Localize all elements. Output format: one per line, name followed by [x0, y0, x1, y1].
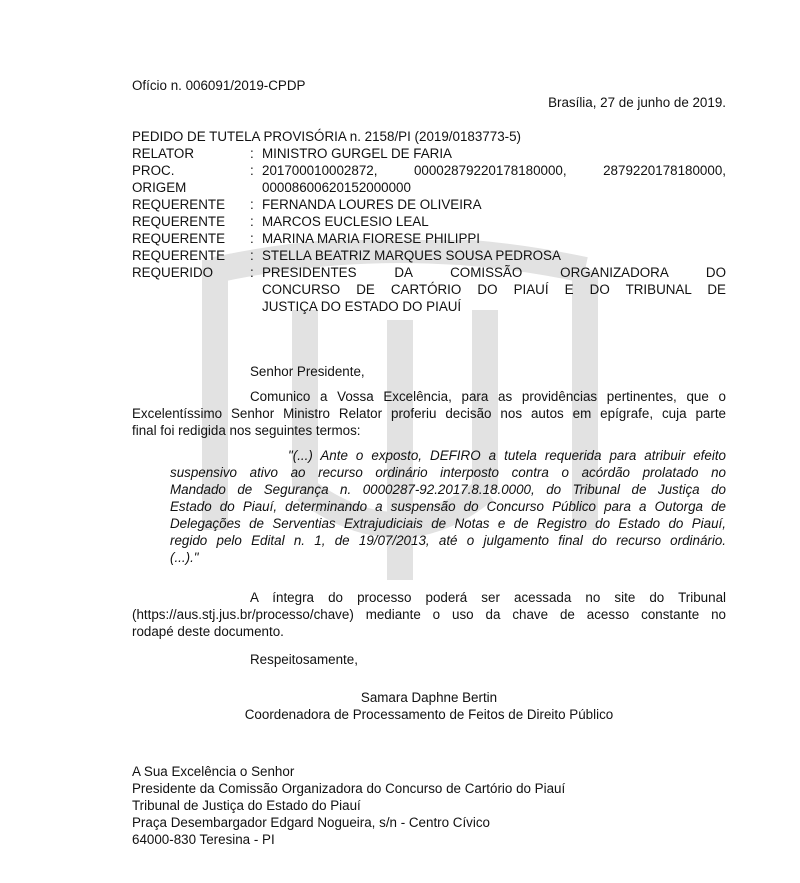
field-requerente-3: REQUERENTE : MARINA MARIA FIORESE PHILIPPI [132, 230, 726, 247]
field-label: REQUERENTE [132, 231, 226, 246]
address-line: Tribunal de Justiça do Estado do Piauí [132, 798, 361, 813]
field-origem [132, 179, 726, 196]
field-label: RELATOR [132, 146, 195, 161]
field-proc: PROC. : 201700010002872, 00002879220178180000, 2879220178180000, [132, 163, 726, 178]
signer-role: Coordenadora de Processamento de Feitos de Direito Público [244, 707, 614, 722]
recipient-address [132, 763, 565, 848]
closing: Respeitosamente, [250, 652, 358, 667]
signer-name: Samara Daphne Bertin [360, 690, 498, 705]
body-paragraph-2: A íntegra do processo poderá ser acessada no site do Tribunal (https://aus.stj.jus.br/processo/chave) mediante o uso da chave de acesso constante no rodapé deste documento. [132, 590, 726, 639]
body-paragraph-1: Comunico a Vossa Excelência, para as providências pertinentes, que o Excelentíssimo Senhor Ministro Relator proferiu decisão nos autos em epígrafe, cuja parte final foi redigida nos seguintes termos: [132, 389, 726, 438]
salutation: Senhor Presidente, [250, 364, 365, 379]
field-requerido: REQUERIDO : PRESIDENTES DA COMISSÃO ORGANIZADORA DO CONCURSO DE CARTÓRIO DO PIAUÍ E DO TRIBUNAL DE JUSTIÇA DO ESTADO DO PIAUÍ [132, 265, 726, 314]
field-label: REQUERENTE [132, 197, 226, 212]
field-value: FERNANDA LOURES DE OLIVEIRA [262, 197, 482, 212]
signature-block [132, 689, 726, 723]
field-value: MINISTRO GURGEL DE FARIA [262, 146, 452, 161]
field-value: MARINA MARIA FIORESE PHILIPPI [262, 231, 481, 246]
field-value: PRESIDENTES DA COMISSÃO ORGANIZADORA DO CONCURSO DE CARTÓRIO DO PIAUÍ E DO TRIBUNAL DE JUSTIÇA DO ESTADO DO PIAUÍ [262, 265, 726, 314]
pedido-title: PEDIDO DE TUTELA PROVISÓRIA n. 2158/PI (2019/0183773-5) [132, 129, 522, 144]
oficio-number: Ofício n. 006091/2019-CPDP [132, 78, 306, 93]
letter-date: Brasília, 27 de junho de 2019. [548, 95, 726, 110]
field-label: REQUERENTE [132, 248, 226, 263]
process-url-text: (https://aus.stj.jus.br/processo/chave) mediante o uso da chave de acesso constante no [132, 607, 726, 622]
field-requerente-4: REQUERENTE : STELLA BEATRIZ MARQUES SOUSA PEDROSA [132, 247, 726, 264]
address-line: 64000-830 Teresina - PI [132, 832, 275, 847]
field-label: PROC. [132, 163, 175, 178]
case-fields [132, 145, 726, 315]
field-value: STELLA BEATRIZ MARQUES SOUSA PEDROSA [262, 248, 561, 263]
field-requerente-2: REQUERENTE : MARCOS EUCLESIO LEAL [132, 213, 726, 230]
decision-quote: "(...) Ante o exposto, DEFIRO a tutela requerida para atribuir efeito suspensivo ativo ao recurso ordinário interposto contra o acórdão prolatado no Mandado de Segurança n. 0000287-92.2017.8.18.0000, do Tribunal de Justiça do Estado do Piauí, determinando a suspensão do Concurso Público para a Outorga de Delegações de Serventias Extrajudiciais de Notas e de Registro do Estado do Piauí, regido pelo Edital n. 1, de 19/07/2013, até o julgamento final do recurso ordinário. (...)." [170, 448, 726, 565]
address-line: Presidente da Comissão Organizadora do Concurso de Cartório do Piauí [132, 781, 566, 796]
field-label: ORIGEM [132, 180, 187, 195]
address-line: A Sua Excelência o Senhor [132, 764, 295, 779]
address-line: Praça Desembargador Edgard Nogueira, s/n - Centro Cívico [132, 815, 490, 830]
field-value: 201700010002872, 00002879220178180000, 2879220178180000, [262, 163, 726, 178]
field-label: REQUERIDO [132, 265, 214, 280]
field-value: 00008600620152000000 [262, 180, 411, 195]
field-requerente-1: REQUERENTE : FERNANDA LOURES DE OLIVEIRA [132, 196, 726, 213]
field-label: REQUERENTE [132, 214, 226, 229]
field-value: MARCOS EUCLESIO LEAL [262, 214, 429, 229]
field-relator: RELATOR : MINISTRO GURGEL DE FARIA [132, 145, 726, 162]
